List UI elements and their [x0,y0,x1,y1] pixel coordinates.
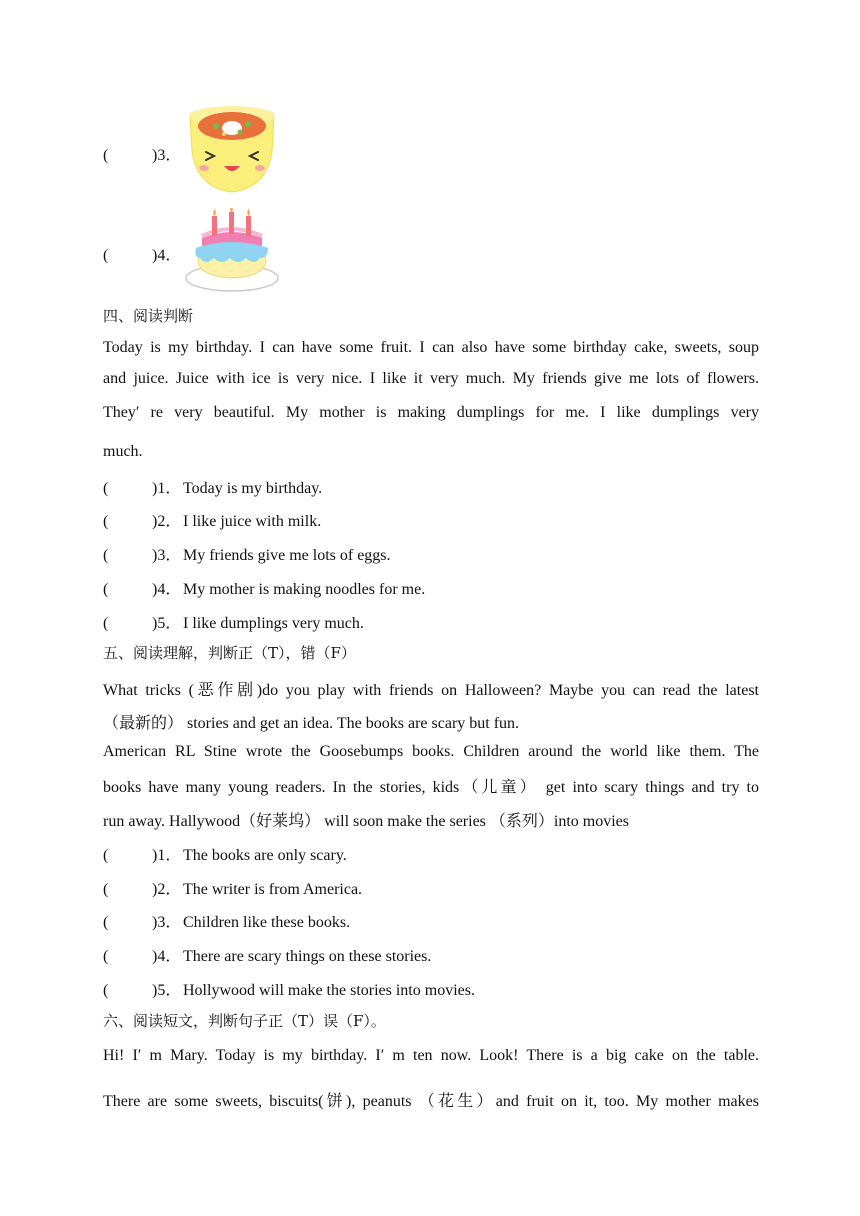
question-item [103,909,350,932]
answer-bracket[interactable]: ( [103,847,109,864]
question-item [103,943,431,966]
answer-bracket[interactable]: ( [103,581,109,598]
passage-line: Hi! I′ m Mary. Today is my birthday. I′ m ten now. Look! There is a big cake on the table. [103,1047,759,1064]
passage-line: There are some sweets, biscuits(饼), peanuts （花生）and fruit on it, too. My mother makes [103,1093,759,1110]
passage-line: books have many young readers. In the stories, kids（儿童） get into scary things and try to [103,779,759,796]
question-text: I like juice with milk. [183,513,322,530]
question-item [103,542,391,565]
question-number: )1． [152,480,182,497]
section-4-heading: 四、阅读判断 [103,307,194,325]
question-number: )5． [152,982,182,999]
question-number: )3． [152,914,182,931]
answer-bracket[interactable]: ( [103,948,109,965]
question-number: )2． [152,881,182,898]
question-item [103,508,321,531]
question-number: )5． [152,615,182,632]
question-number: )4． [152,581,182,598]
answer-bracket[interactable]: ( [103,480,109,497]
question-text: I like dumplings very much. [183,615,364,632]
passage-line: run away. Hallywood（好莱坞） will soon make the series （系列）into movies [103,813,630,830]
answer-bracket[interactable]: ( [103,147,109,164]
answer-bracket[interactable]: ( [103,513,109,530]
birthday-cake-icon [184,208,280,294]
question-item [103,576,425,599]
question-text: The books are only scary. [183,847,347,864]
question-text: My friends give me lots of eggs. [183,547,391,564]
passage-line: American RL Stine wrote the Goosebumps books. Children around the world like them. The [103,743,759,760]
answer-bracket[interactable]: ( [103,881,109,898]
question-number: )2． [152,513,182,530]
question-text: Children like these books. [183,914,351,931]
question-number: )1． [152,847,182,864]
passage-line: much. [103,443,143,460]
passage-line: Today is my birthday. I can have some fruit. I can also have some birthday cake, sweets, soup [103,339,759,356]
picture-question-3 [103,142,181,165]
question-item [103,475,322,498]
question-number: )3． [152,547,182,564]
answer-bracket[interactable]: ( [103,547,109,564]
question-number: )4． [152,247,182,264]
question-number: )3． [152,147,182,164]
question-item [103,876,362,899]
question-text: There are scary things on these stories. [183,948,432,965]
question-number: )4． [152,948,182,965]
question-text: My mother is making noodles for me. [183,581,426,598]
question-text: Hollywood will make the stories into movies. [183,982,475,999]
section-6-heading: 六、阅读短文，判断句子正（T）误（F）。 [103,1012,386,1030]
passage-line: They′ re very beautiful. My mother is making dumplings for me. I like dumplings very [103,404,759,421]
question-item [103,610,364,633]
passage-line: What tricks (恶作剧)do you play with friends on Halloween? Maybe you can read the latest [103,682,759,699]
question-text: Today is my birthday. [183,480,323,497]
picture-question-4 [103,242,181,265]
passage-line: and juice. Juice with ice is very nice. I like it very much. My friends give me lots of flowers. [103,370,759,387]
answer-bracket[interactable]: ( [103,615,109,632]
section-5-heading: 五、阅读理解，判断正（T），错（F） [103,644,356,662]
question-text: The writer is from America. [183,881,363,898]
question-item [103,842,347,865]
question-item [103,977,475,1000]
passage-line: （最新的） stories and get an idea. The books are scary but fun. [103,715,520,732]
answer-bracket[interactable]: ( [103,982,109,999]
soup-bowl-icon [186,102,278,196]
answer-bracket[interactable]: ( [103,914,109,931]
answer-bracket[interactable]: ( [103,247,109,264]
